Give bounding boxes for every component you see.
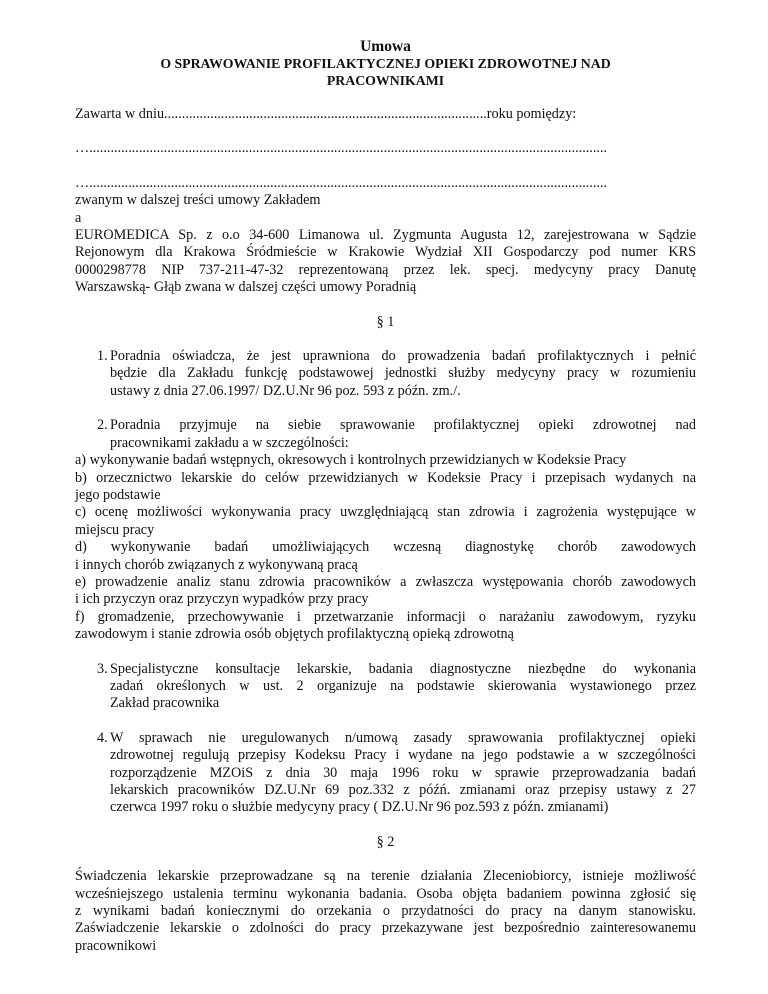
list-item-1 bbox=[75, 348, 696, 400]
section-2-line-3: z wynikami badań koniecznymi do orzekania o przydatności do pracy na danym stanowisku. bbox=[75, 903, 696, 920]
subitem-b-line-1: b) orzecznictwo lekarskie do celów przewidzianych w Kodeksie Pracy i przepisach wydanych na bbox=[75, 469, 696, 486]
list-item-line: pracownikami zakładu a w szczególności: bbox=[110, 434, 349, 451]
subitem-f-line-1: f) gromadzenie, przechowywanie i przetwarzanie informacji o narażaniu zawodowym, ryzyku bbox=[75, 608, 696, 625]
section-2-heading: § 2 bbox=[376, 833, 395, 850]
conjunction-a: a bbox=[75, 209, 82, 226]
list-item-number: 3. bbox=[97, 660, 108, 677]
party-line-2: Rejonowym dla Krakowa Śródmieście w Krakowie Wydział XII Gospodarczy pod numer KRS bbox=[75, 244, 696, 261]
list-item-line: rozporządzenie MZOiS z dnia 30 maja 1996 roku w sprawie przeprowadzania badań bbox=[110, 764, 696, 781]
list-item-2 bbox=[75, 417, 696, 452]
list-item-3 bbox=[75, 661, 696, 713]
section-2-line-4: Zaświadczenie lekarskie o zdolności do pracy przekazywane jest bezpośrednio zainteresowanemu bbox=[75, 920, 696, 937]
list-item-number: 1. bbox=[97, 348, 108, 365]
subitem-c-line-2: miejscu pracy bbox=[75, 521, 155, 538]
blank-party-line-2: ….................................................................................................................................................. bbox=[75, 174, 608, 191]
list-item-line: Specjalistyczne konsultacje lekarskie, badania diagnostyczne niezbędne do wykonania bbox=[110, 660, 696, 677]
blank-party-line-1: ….................................................................................................................................................. bbox=[75, 140, 608, 157]
document-subtitle-line-1: O SPRAWOWANIE PROFILAKTYCZNEJ OPIEKI ZDROWOTNEJ NAD bbox=[160, 56, 611, 71]
list-item-line: zadań określonych w ust. 2 organizuje na podstawie skierowania wystawionego przez bbox=[110, 677, 696, 694]
subitem-d-line-1: d) wykonywanie badań umożliwiających wczesną diagnostykę chorób zawodowych bbox=[75, 539, 696, 556]
list-item-number: 2. bbox=[97, 417, 108, 434]
subitem-e-line-2: i ich przyczyn oraz przyczyn wypadków przy pracy bbox=[75, 591, 369, 608]
list-item-line: ustawy z dnia 27.06.1997/ DZ.U.Nr 96 poz. 593 z późn. zm./. bbox=[110, 382, 461, 399]
section-2-line-5: pracownikowi bbox=[75, 937, 157, 954]
subitem-a: a) wykonywanie badań wstępnych, okresowych i kontrolnych przewidzianych w Kodeksie Pracy bbox=[75, 452, 627, 469]
list-item-line: lekarskich pracowników DZ.U.Nr 69 poz.332 z późń. zmianami oraz przepisy ustawy z 27 bbox=[110, 782, 696, 798]
subitem-d-line-2: i innych chorób związanych z wykonywaną pracą bbox=[75, 556, 358, 573]
party-line-4: Warszawską- Głąb zwana w dalszej części umowy Poradnią bbox=[75, 279, 417, 296]
section-1-heading: § 1 bbox=[376, 313, 395, 330]
list-item-line: zdrowotnej regulują przepisy Kodeksu Pracy i wydane na jego podstawie a w szczególności bbox=[110, 747, 696, 764]
list-item-line: W sprawach nie uregulowanych n/umową zasady sprawowania profilaktycznej opieki bbox=[110, 729, 696, 746]
zaklad-label: zwanym w dalszej treści umowy Zakładem bbox=[75, 192, 321, 209]
list-item-number: 4. bbox=[97, 729, 108, 746]
section-2-line-1: Świadczenia lekarskie przeprowadzane są na terenie działania Zleceniobiorcy, istnieje możliwość bbox=[75, 868, 696, 885]
list-item-line: będzie dla Zakładu funkcję podstawowej jednostki służby medycyny pracy w rozumieniu bbox=[110, 365, 696, 382]
subitem-e-line-1: e) prowadzenie analiz stanu zdrowia pracowników a zwłaszcza występowania chorób zawodowych bbox=[75, 573, 696, 590]
list-item-line: Zakład pracownika bbox=[110, 695, 220, 712]
list-item-line: Poradnia przyjmuje na siebie sprawowanie profilaktycznej opieki zdrowotnej nad bbox=[110, 417, 696, 434]
section-2-line-2: wcześniejszego ustalenia terminu wykonania badania. Osoba objęta badaniem powinna zgłosić się bbox=[75, 885, 696, 902]
document-page bbox=[75, 38, 696, 955]
intro-line: Zawarta w dniu...........................................................................................roku pomiędzy: bbox=[75, 106, 577, 122]
subitem-c-line-1: c) ocenę możliwości wykonywania pracy uwzględniającą stan zdrowia i zagrożenia występujące w bbox=[75, 504, 696, 521]
document-title: Umowa bbox=[360, 38, 411, 55]
subitem-b-line-2: jego podstawie bbox=[75, 486, 161, 503]
document-subtitle-line-2: PRACOWNIKAMI bbox=[326, 72, 445, 88]
list-item-4 bbox=[75, 730, 696, 817]
party-line-3: 0000298778 NIP 737-211-47-32 reprezentowaną przez lek. specj. medycyny pracy Danutę bbox=[75, 261, 696, 278]
list-item-line: czerwca 1997 roku o służbie medycyny pracy ( DZ.U.Nr 96 poz.593 z późn. zmianami) bbox=[110, 799, 609, 816]
party-line-1: EUROMEDICA Sp. z o.o 34-600 Limanowa ul. Zygmunta Augusta 12, zarejestrowana w Sądzie bbox=[75, 227, 696, 244]
list-item-line: Poradnia oświadcza, że jest uprawniona do prowadzenia badań profilaktycznych i pełnić bbox=[110, 348, 696, 365]
subitem-f-line-2: zawodowym i stanie zdrowia osób objętych profilaktyczną opieką zdrowotną bbox=[75, 626, 514, 643]
